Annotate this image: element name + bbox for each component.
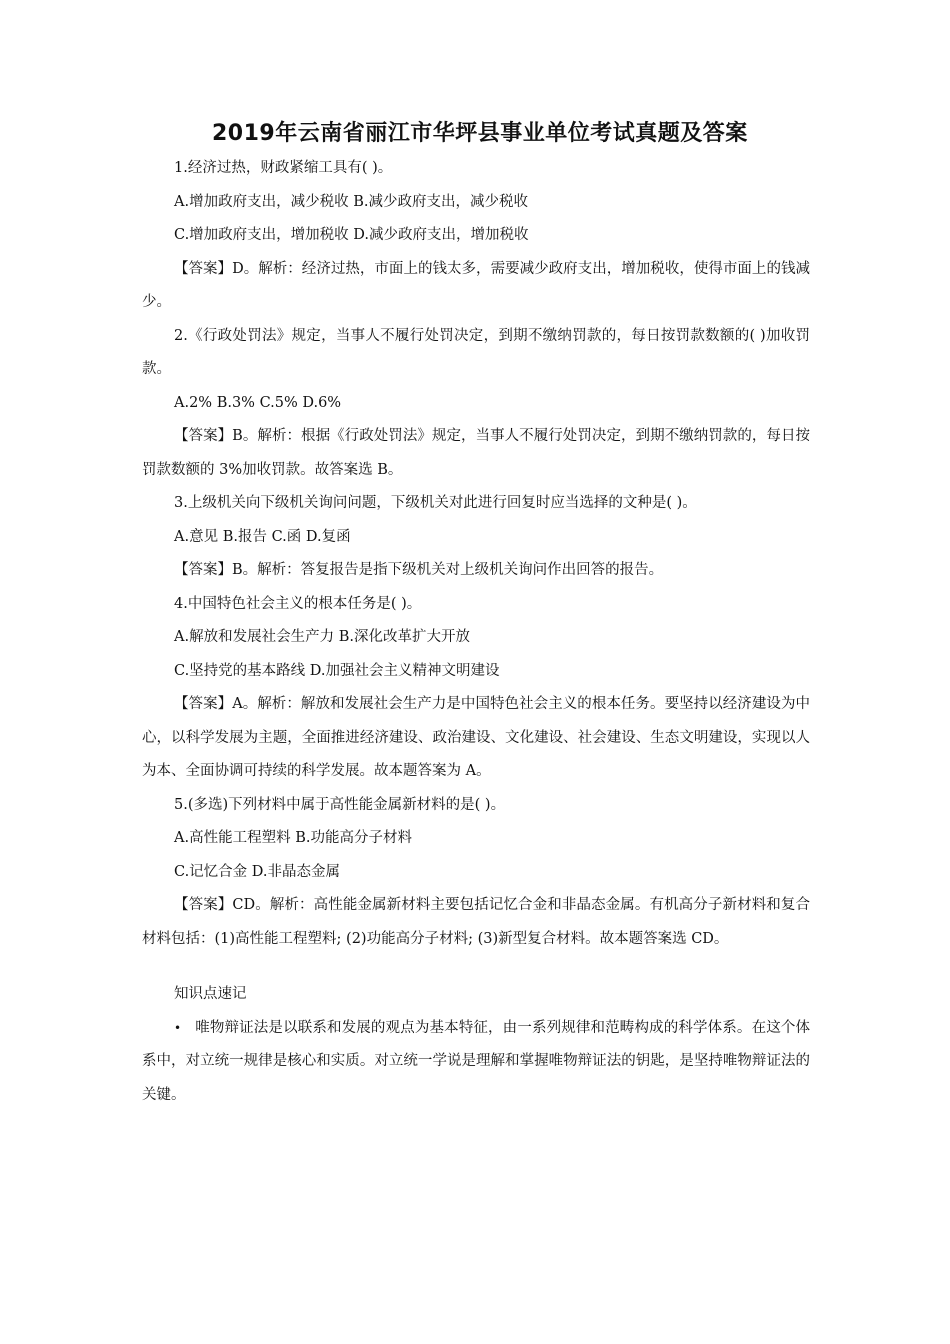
knowledge-text: 唯物辩证法是以联系和发展的观点为基本特征，由一系列规律和范畴构成的科学体系。在这个体系中，对立统一规律是核心和实质。对立统一学说是理解和掌握唯物辩证法的钥匙，是坚持唯物辩证法的关键。 bbox=[142, 1019, 810, 1103]
question-2 bbox=[142, 320, 810, 488]
knowledge-heading: 知识点速记 bbox=[174, 986, 247, 1002]
question-stem: 1.经济过热，财政紧缩工具有( )。 bbox=[174, 160, 393, 176]
answer-explanation: 【答案】B。解析：答复报告是指下级机关对上级机关询问作出回答的报告。 bbox=[174, 562, 664, 578]
question-options: C.记忆合金 D.非晶态金属 bbox=[174, 863, 341, 880]
question-stem: 2.《行政处罚法》规定，当事人不履行处罚决定，到期不缴纳罚款的，每日按罚款数额的( )加收罚款。 bbox=[142, 327, 810, 377]
question-options: A.解放和发展社会生产力 B.深化改革扩大开放 bbox=[174, 629, 470, 645]
question-options: A.增加政府支出，减少税收 B.减少政府支出，减少税收 bbox=[174, 193, 528, 210]
question-1 bbox=[142, 152, 810, 320]
question-4 bbox=[142, 588, 810, 789]
answer-explanation: 【答案】B。解析：根据《行政处罚法》规定，当事人不履行处罚决定，到期不缴纳罚款的，每日按罚款数额的 3%加收罚款。故答案选 B。 bbox=[142, 428, 810, 478]
page-title: 2019年云南省丽江市华坪县事业单位考试真题及答案 bbox=[212, 121, 748, 146]
answer-explanation: 【答案】D。解析：经济过热，市面上的钱太多，需要减少政府支出，增加税收，使得市面上的钱减少。 bbox=[142, 260, 810, 310]
bullet-icon: • bbox=[174, 1020, 182, 1035]
question-stem: 3.上级机关向下级机关询问问题，下级机关对此进行回复时应当选择的文种是( )。 bbox=[174, 495, 697, 511]
question-options: A.高性能工程塑料 B.功能高分子材料 bbox=[174, 830, 412, 846]
question-options: C.坚持党的基本路线 D.加强社会主义精神文明建设 bbox=[174, 662, 500, 679]
question-options: A.2% B.3% C.5% D.6% bbox=[174, 394, 342, 411]
document-body bbox=[142, 152, 810, 1112]
answer-explanation: 【答案】CD。解析：高性能金属新材料主要包括记忆合金和非晶态金属。有机高分子新材料和复合材料包括：(1)高性能工程塑料; (2)功能高分子材料; (3)新型复合材料。故本题答案选 CD。 bbox=[142, 897, 810, 947]
question-5 bbox=[142, 789, 810, 957]
question-3 bbox=[142, 487, 810, 588]
answer-explanation: 【答案】A。解析：解放和发展社会生产力是中国特色社会主义的根本任务。要坚持以经济建设为中心，以科学发展为主题，全面推进经济建设、政治建设、文化建设、社会建设、生态文明建设，实现以人为本、全面协调可持续的科学发展。故本题答案为 A。 bbox=[142, 696, 810, 779]
section-spacer bbox=[142, 956, 810, 978]
knowledge-paragraph bbox=[142, 1012, 810, 1113]
question-stem: 4.中国特色社会主义的根本任务是( )。 bbox=[174, 595, 422, 612]
question-options: A.意见 B.报告 C.函 D.复函 bbox=[174, 528, 351, 545]
question-options: C.增加政府支出，增加税收 D.减少政府支出，增加税收 bbox=[174, 227, 529, 243]
question-stem: 5.(多选)下列材料中属于高性能金属新材料的是( )。 bbox=[174, 796, 506, 813]
